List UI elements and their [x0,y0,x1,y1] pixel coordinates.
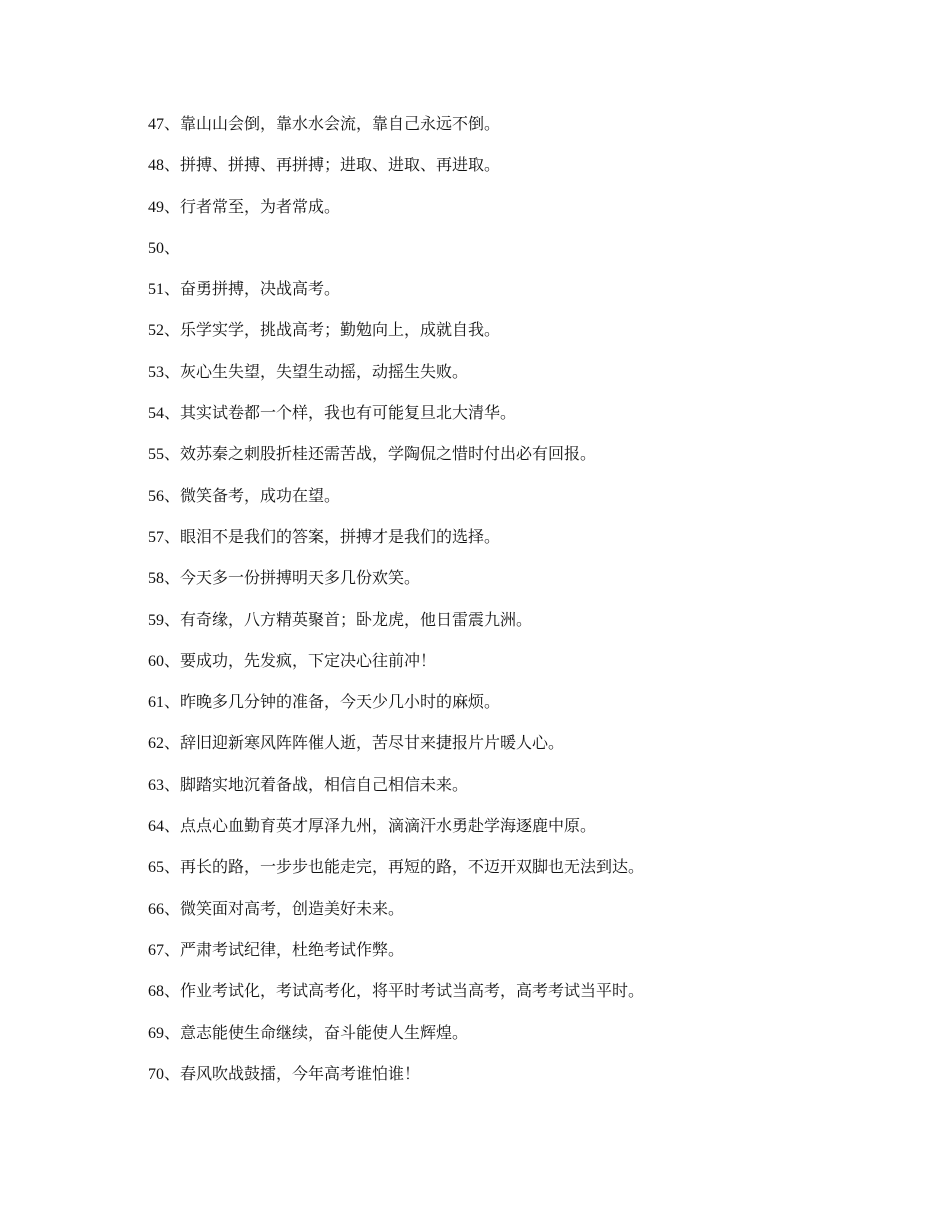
item-number: 56 [148,487,164,505]
item-text: 、乐学实学，挑战高考；勤勉向上，成就自我。 [164,320,501,340]
list-item [148,1062,848,1103]
list-item [148,938,848,979]
item-text: 、意志能使生命继续，奋斗能使人生辉煌。 [164,1022,469,1042]
item-text: 、眼泪不是我们的答案，拼搏才是我们的选择。 [164,526,501,546]
item-number: 58 [148,570,164,588]
list-item [148,690,848,731]
list-item [148,566,848,607]
item-text: 、灰心生失望，失望生动摇，动摇生失败。 [164,361,469,381]
item-number: 69 [148,1024,164,1042]
list-item [148,814,848,855]
list-item [148,1021,848,1062]
item-number: 48 [148,157,164,175]
list-item [148,401,848,442]
item-text: 、拼搏、拼搏、再拼搏；进取、进取、再进取。 [164,155,501,175]
item-text: 、春风吹战鼓擂，今年高考谁怕谁！ [164,1063,421,1083]
item-number: 68 [148,983,164,1001]
item-text: 、脚踏实地沉着备战，相信自己相信未来。 [164,774,469,794]
list-item [148,318,848,359]
item-number: 55 [148,446,164,464]
item-number: 54 [148,405,164,423]
item-number: 50 [148,239,164,257]
list-item [148,897,848,938]
item-text: 、要成功，先发疯，下定决心往前冲！ [164,650,437,670]
item-number: 51 [148,281,164,299]
item-number: 63 [148,776,164,794]
item-text: 、今天多一份拼搏明天多几份欢笑。 [164,568,421,588]
item-text: 、 [164,237,181,257]
item-number: 52 [148,322,164,340]
list-item [148,649,848,690]
item-number: 70 [148,1065,164,1083]
item-text: 、靠山山会倒，靠水水会流，靠自己永远不倒。 [164,114,501,133]
list-item [148,979,848,1020]
list-item [148,773,848,814]
item-number: 60 [148,652,164,670]
item-number: 65 [148,859,164,877]
item-text: 、点点心血勤育英才厚泽九州，滴滴汗水勇赴学海逐鹿中原。 [164,816,597,836]
item-number: 66 [148,900,164,918]
list-item [148,112,848,153]
list-item [148,442,848,483]
item-text: 、再长的路，一步步也能走完，再短的路，不迈开双脚也无法到达。 [164,857,645,877]
list-item [148,731,848,772]
list-item [148,277,848,318]
list-item [148,484,848,525]
item-text: 、辞旧迎新寒风阵阵催人逝，苦尽甘来捷报片片暖人心。 [164,733,565,753]
list-item [148,525,848,566]
item-text: 、行者常至，为者常成。 [164,196,341,216]
slogan-list [148,112,848,1103]
item-text: 、严肃考试纪律，杜绝考试作弊。 [164,939,405,959]
item-text: 、微笑面对高考，创造美好未来。 [164,898,405,918]
list-item [148,153,848,194]
item-number: 53 [148,363,164,381]
item-text: 、其实试卷都一个样，我也有可能复旦北大清华。 [164,403,517,423]
item-number: 49 [148,198,164,216]
item-number: 64 [148,818,164,836]
item-text: 、昨晚多几分钟的准备，今天少几小时的麻烦。 [164,692,501,712]
item-number: 61 [148,694,164,712]
item-number: 59 [148,611,164,629]
list-item [148,608,848,649]
list-item [148,360,848,401]
item-text: 、效苏秦之刺股折桂还需苦战，学陶侃之惜时付出必有回报。 [164,444,597,464]
item-text: 、奋勇拼搏，决战高考。 [164,279,341,299]
list-item [148,236,848,277]
item-text: 、有奇缘，八方精英聚首；卧龙虎，他日雷震九洲。 [164,609,533,629]
item-number: 57 [148,528,164,546]
item-number: 67 [148,941,164,959]
item-number: 62 [148,735,164,753]
item-number: 47 [148,116,164,133]
item-text: 、作业考试化，考试高考化，将平时考试当高考，高考考试当平时。 [164,981,645,1001]
list-item [148,195,848,236]
item-text: 、微笑备考，成功在望。 [164,485,341,505]
list-item [148,855,848,896]
